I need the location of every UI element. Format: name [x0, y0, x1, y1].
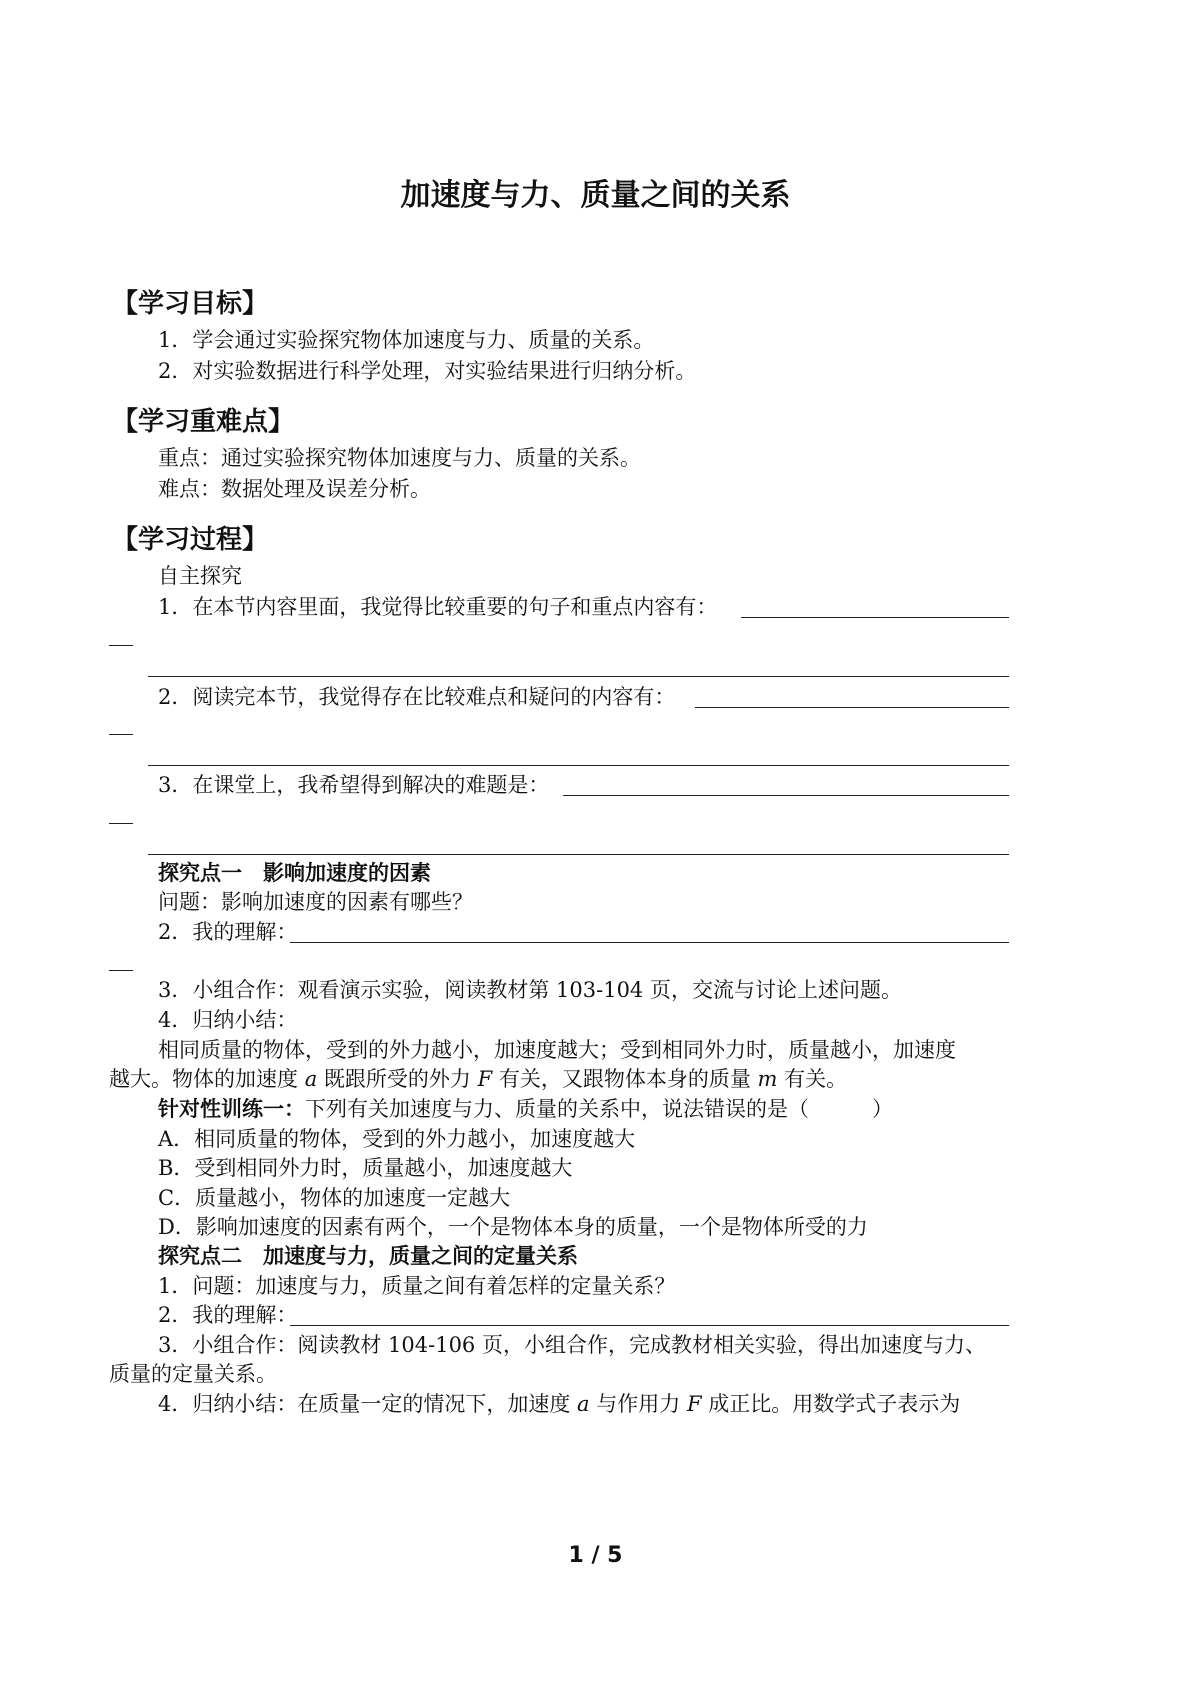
text-run: 有关，又跟物体本身的质量 — [492, 1067, 758, 1091]
text-run: 4．归纳小结：在质量一定的情况下，加速度 — [158, 1392, 578, 1416]
point2-group-work: 3．小组合作：阅读教材 104-106 页，小组合作，完成教材相关实验，得出加速度与力、 — [158, 1333, 986, 1357]
blank-continuation-dash — [109, 734, 133, 735]
point2-question: 1．问题：加速度与力，质量之间有着怎样的定量关系？ — [158, 1274, 676, 1298]
exercise1-option-c[interactable]: C．质量越小，物体的加速度一定越大 — [158, 1186, 511, 1210]
answer-blank[interactable] — [563, 795, 1009, 796]
objective-item: 1．学会通过实验探究物体加速度与力、质量的关系。 — [158, 328, 655, 352]
point1-summary-text: 相同质量的物体，受到的外力越小，加速度越大；受到相同外力时，质量越小，加速度 — [158, 1038, 956, 1062]
point1-question: 问题：影响加速度的因素有哪些？ — [158, 890, 473, 914]
answer-blank[interactable] — [148, 765, 1009, 766]
point2-understanding: 2．我的理解： — [158, 1303, 298, 1327]
heading-process: 【学习过程】 — [112, 525, 269, 555]
variable-F: F — [686, 1392, 702, 1416]
exercise1-option-d[interactable]: D．影响加速度的因素有两个，一个是物体本身的质量，一个是物体所受的力 — [158, 1215, 868, 1239]
self-study-item-2: 2．阅读完本节，我觉得存在比较难点和疑问的内容有： — [158, 685, 676, 709]
point1-summary-label: 4．归纳小结： — [158, 1008, 298, 1032]
page-number: 1 / 5 — [568, 1543, 623, 1568]
text-run: 越大。物体的加速度 — [109, 1067, 305, 1091]
answer-blank[interactable] — [290, 942, 1009, 943]
answer-blank[interactable] — [741, 617, 1009, 618]
text-run: 既跟所受的外力 — [317, 1067, 478, 1091]
answer-blank[interactable] — [148, 854, 1009, 855]
blank-continuation-dash — [109, 823, 133, 824]
self-study-label: 自主探究 — [158, 564, 242, 588]
objective-item: 2．对实验数据进行科学处理，对实验结果进行归纳分析。 — [158, 359, 697, 383]
variable-m: m — [757, 1067, 778, 1091]
variable-a: a — [304, 1067, 318, 1091]
point2-summary — [158, 1391, 960, 1417]
text-run: 有关。 — [777, 1067, 848, 1091]
point1-group-work: 3．小组合作：观看演示实验，阅读教材第 103-104 页，交流与讨论上述问题。 — [158, 978, 902, 1002]
exercise1-stem: 下列有关加速度与力、质量的关系中，说法错误的是（ ） — [305, 1097, 893, 1121]
variable-F: F — [477, 1067, 493, 1091]
self-study-item-1: 1．在本节内容里面，我觉得比较重要的句子和重点内容有： — [158, 595, 718, 619]
page-title: 加速度与力、质量之间的关系 — [400, 178, 791, 213]
exercise1-label: 针对性训练一： — [158, 1097, 305, 1121]
point1-summary-text-continued — [109, 1066, 847, 1092]
heading-key-points: 【学习重难点】 — [112, 407, 295, 437]
point1-heading: 探究点一 影响加速度的因素 — [158, 861, 431, 885]
point1-understanding: 2．我的理解： — [158, 920, 298, 944]
text-run: 与作用力 — [589, 1392, 687, 1416]
answer-blank[interactable] — [695, 707, 1009, 708]
blank-continuation-dash — [109, 970, 133, 971]
exercise1-option-b[interactable]: B．受到相同外力时，质量越小，加速度越大 — [158, 1156, 573, 1180]
exercise1-question — [158, 1096, 893, 1122]
variable-a: a — [577, 1392, 590, 1416]
heading-objectives: 【学习目标】 — [112, 289, 269, 319]
text-run: 成正比。用数学式子表示为 — [701, 1392, 961, 1416]
key-point-item: 重点：通过实验探究物体加速度与力、质量的关系。 — [158, 446, 641, 470]
exercise1-option-a[interactable]: A．相同质量的物体，受到的外力越小，加速度越大 — [158, 1127, 636, 1151]
point2-heading: 探究点二 加速度与力，质量之间的定量关系 — [158, 1244, 578, 1268]
point2-group-work-continued: 质量的定量关系。 — [109, 1362, 277, 1386]
key-point-item: 难点：数据处理及误差分析。 — [158, 477, 431, 501]
answer-blank[interactable] — [148, 676, 1009, 677]
self-study-item-3: 3．在课堂上，我希望得到解决的难题是： — [158, 773, 550, 797]
blank-continuation-dash — [109, 645, 133, 646]
answer-blank[interactable] — [290, 1325, 1009, 1326]
